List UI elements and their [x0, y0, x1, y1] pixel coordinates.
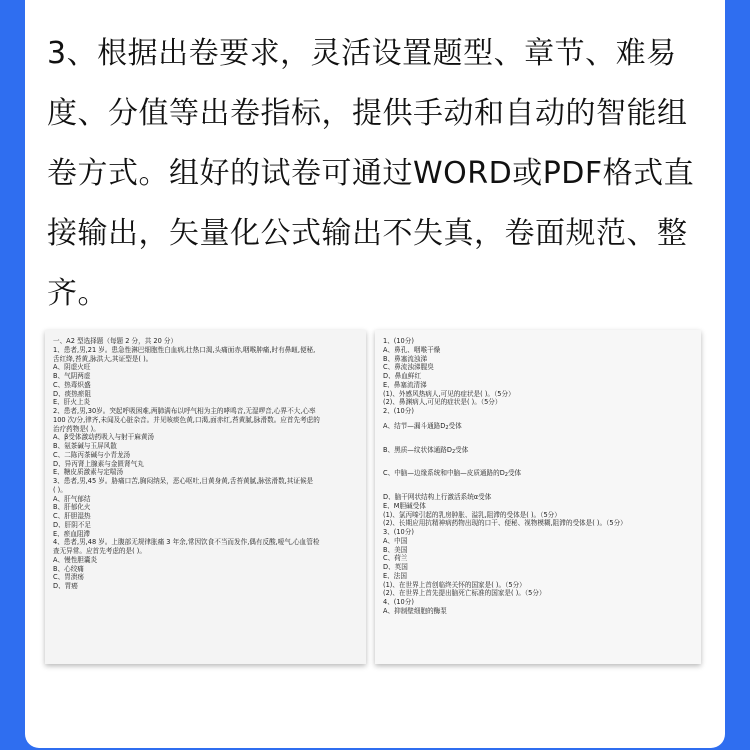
- exam-line: B、气阴两虚: [53, 372, 91, 380]
- exam-line: A、中国: [383, 536, 408, 545]
- exam-line: A、抑制壁细胞的酶泵: [383, 606, 447, 615]
- intro-line: 度、分值等出卷指标，提供手动和自动的智能组: [47, 96, 688, 131]
- exam-preview-right: [375, 330, 701, 664]
- exam-line: E、M胆碱受体: [383, 501, 426, 510]
- exam-line: C、二陈丙茶碱与小青龙汤: [53, 450, 131, 459]
- exam-line: D、英国: [383, 563, 408, 571]
- intro-paragraph: [47, 24, 707, 324]
- exam-line: (2)、鼻渊病人,可见的症状是( )。（5分）: [383, 398, 502, 407]
- exam-line: 100 次/分,律齐,未闻及心脏杂音。并见咳痰色黄,口渴,面赤红,苔黄腻,脉滑数。应首先考虑的: [53, 415, 320, 424]
- exam-line: A、鼻孔、咽喉干燥: [383, 345, 441, 354]
- exam-line: A、阴虚火旺: [53, 363, 91, 372]
- exam-line: E、肝火上炎: [53, 398, 91, 407]
- exam-line: C、中脑—边缘系统和中脑—皮质通路的$D_2$受体: [383, 469, 522, 479]
- exam-line: (1)、在世界上首创临终关怀的国家是( )。（5分）: [383, 580, 526, 589]
- exam-line: (2)、在世界上首先提出脑死亡标准的国家是( )。（5分）: [383, 589, 546, 598]
- exam-line: 1、(10分): [383, 337, 414, 345]
- exam-line: D、异丙肾上腺素与金匮肾气丸: [53, 459, 144, 468]
- exam-line: C、肝胆湿热: [53, 512, 91, 520]
- exam-line: A、慢性胆囊炎: [53, 555, 98, 564]
- exam-line: B、心绞痛: [53, 564, 84, 573]
- exam-line: (1)、氯丙嗪引起的乳房肿胀、溢乳,阻滞的受体是( )。（5分）: [383, 510, 561, 519]
- exam-line: D、痰热瘀阻: [53, 389, 92, 398]
- exam-line: A、β受体激动药吸入与射干麻黄汤: [53, 433, 155, 442]
- exam-line: 2、患者,男,30岁。突起呼吸困难,两肺满布以呼气相为主的哮鸣音,无湿啰音,心界不大,心率: [53, 407, 316, 415]
- exam-line: ( )。: [53, 485, 67, 494]
- exam-line: B、黑质—纹状体通路$D_2$受体: [383, 445, 469, 455]
- spacer: [383, 456, 693, 469]
- exam-line: 治疗药物是( )。: [53, 424, 100, 433]
- exam-line: B、鼻塞流浊涕: [383, 354, 428, 363]
- spacer: [383, 433, 693, 446]
- exam-line: B、肝郁化火: [53, 503, 91, 512]
- exam-line: (2)、长期应用抗精神病药物出现的口干、便秘、视物模糊,阻滞的受体是( )。（5分）: [383, 519, 627, 528]
- intro-line: 接输出，矢量化公式输出不失真，卷面规范、整: [47, 216, 688, 251]
- exam-line: 1、患者,男,21 岁。患急性淋巴细胞性白血病,壮热口渴,头痛面赤,咽喉肿痛,时有鼻衄,便秘,: [53, 345, 316, 354]
- exam-line: A、肝气郁结: [53, 494, 91, 503]
- exam-previews: [45, 330, 707, 668]
- exam-line: 3、(10分): [383, 528, 414, 536]
- exam-line: E、鼻塞流清涕: [383, 380, 427, 389]
- exam-line: 查无异常。应首先考虑的是( )。: [53, 547, 146, 555]
- exam-line: C、热毒炽盛: [53, 380, 91, 389]
- exam-line: E、法国: [383, 571, 407, 580]
- exam-line: D、胃癌: [53, 582, 78, 590]
- exam-line: 舌红绛,苔黄,脉洪大,其证型是( )。: [53, 354, 153, 363]
- exam-line: D、鼻血鲜红: [383, 372, 422, 380]
- intro-line: 卷方式。组好的试卷可通过WORD或PDF格式直: [47, 156, 695, 191]
- content-card: [25, 0, 725, 748]
- exam-line: D、脑干网状结构上行激活系统α受体: [383, 493, 492, 501]
- exam-line: 3、患者,男,45 岁。胁痛口苦,胸闷纳呆，恶心呕吐,目黄身黄,舌苔黄腻,脉弦滑数,其证候是: [53, 477, 314, 485]
- exam-line: 2、(10分): [383, 407, 414, 415]
- exam-line: 4、(10分): [383, 598, 414, 606]
- exam-line: E、糖皮质激素与定喘汤: [53, 468, 124, 477]
- exam-line: 4、患者,男,48 岁。上腹部无规律胀痛 3 年余,常因饮食不当而发作,偶有反酸,嗳气,心血管检: [53, 538, 320, 547]
- exam-line: 一、A2 型选择题（每题 2 分，共 20 分）: [53, 337, 178, 345]
- intro-line: 3、根据出卷要求，灵活设置题型、章节、难易: [47, 36, 677, 71]
- intro-line: 齐。: [47, 276, 108, 311]
- exam-preview-left: [45, 330, 366, 664]
- spacer: [383, 480, 693, 493]
- exam-line: E、瘀血阻滞: [53, 529, 91, 538]
- exam-line: (1)、外感风热病人,可见的症状是( )。（5分）: [383, 389, 515, 398]
- exam-line: B、氨茶碱与玉屏风散: [53, 442, 117, 450]
- exam-line: D、肝阴不足: [53, 520, 92, 529]
- exam-line: C、荷兰: [383, 554, 408, 563]
- exam-line: C、鼻流浊涕腥臭: [383, 363, 434, 372]
- exam-line: C、胃溃疡: [53, 573, 84, 582]
- exam-line: A、结节—漏斗通路$D_2$受体: [383, 421, 462, 431]
- exam-line: B、美国: [383, 545, 408, 554]
